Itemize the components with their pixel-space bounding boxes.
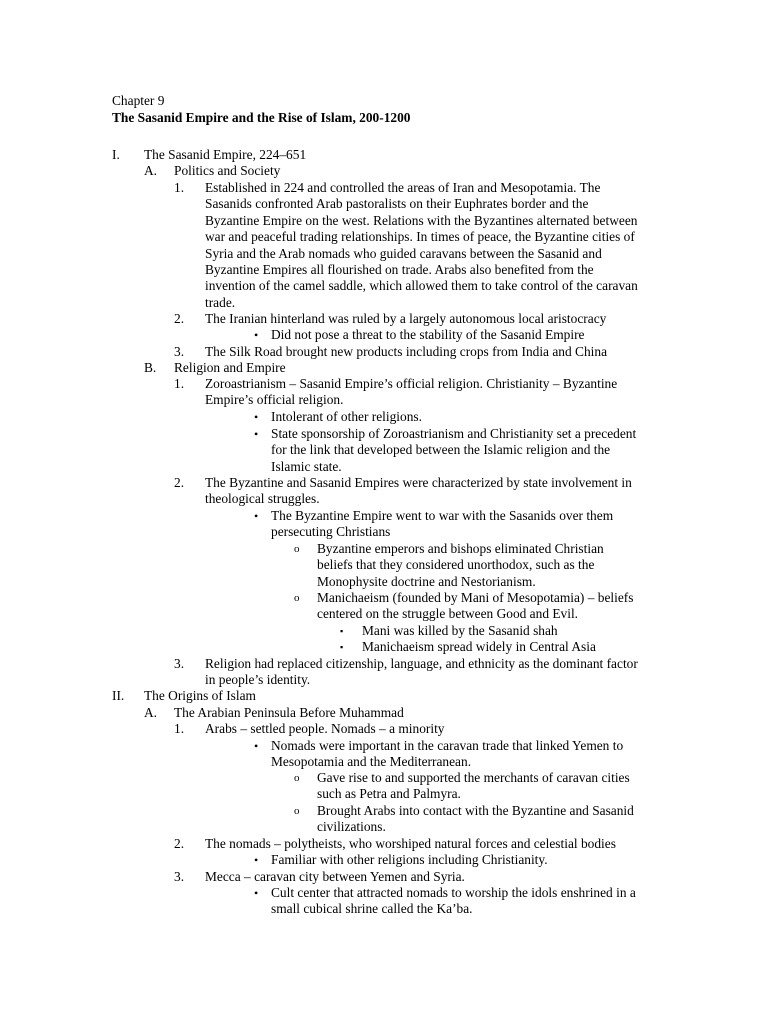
- outline-text-line: The Silk Road brought new products including crops from India and China: [205, 344, 608, 359]
- outline-marker: o: [294, 772, 300, 784]
- outline-text-line: such as Petra and Palmyra.: [317, 786, 461, 802]
- outline-text-line: Sasanids confronted Arab pastoralists on their Euphrates border and the: [205, 196, 589, 212]
- outline-text-line: Nomads were important in the caravan trade that linked Yemen to: [271, 738, 624, 753]
- outline-text-line: The Byzantine and Sasanid Empires were characterized by state involvement in: [205, 475, 632, 490]
- outline-marker: 2.: [174, 311, 185, 326]
- outline-text-line: Islamic state.: [271, 458, 342, 474]
- outline-marker: •: [254, 509, 259, 523]
- outline-marker: A.: [144, 163, 158, 178]
- outline-text-line: war and peaceful trading relationships. In times of peace, the Byzantine cities of: [205, 229, 635, 245]
- outline-marker: 1.: [174, 721, 185, 736]
- outline-text-line: theological struggles.: [205, 491, 320, 507]
- outline-marker: 2.: [174, 836, 185, 851]
- outline-marker: 3.: [174, 869, 185, 884]
- outline-text-line: Manichaeism (founded by Mani of Mesopotamia) – beliefs: [317, 590, 634, 605]
- outline-marker: 3.: [174, 344, 185, 359]
- outline-text-line: State sponsorship of Zoroastrianism and Christianity set a precedent: [271, 426, 637, 441]
- outline-marker: II.: [112, 688, 125, 703]
- outline-marker: I.: [112, 147, 120, 162]
- outline-marker: •: [254, 410, 259, 424]
- outline-text-line: trade.: [205, 294, 236, 310]
- outline-text-line: persecuting Christians: [271, 524, 391, 540]
- outline-text-line: The Arabian Peninsula Before Muhammad: [174, 705, 404, 720]
- outline-text-line: Religion had replaced citizenship, language, and ethnicity as the dominant factor: [205, 656, 638, 671]
- outline-marker: •: [254, 328, 259, 342]
- outline-text-line: in people’s identity.: [205, 672, 311, 688]
- outline-text-line: The Origins of Islam: [144, 688, 256, 703]
- outline-text-line: Brought Arabs into contact with the Byzantine and Sasanid: [317, 803, 634, 818]
- outline-text-line: Did not pose a threat to the stability of the Sasanid Empire: [271, 327, 585, 342]
- outline-text-line: The Sasanid Empire, 224–651: [144, 147, 307, 162]
- outline-text-line: Syria and the Arab nomads who guided caravans between the Sasanid and: [205, 245, 602, 261]
- outline-marker: •: [254, 739, 259, 753]
- outline-text-line: Byzantine emperors and bishops eliminated Christian: [317, 541, 604, 556]
- outline-text-line: Gave rise to and supported the merchants of caravan cities: [317, 770, 630, 785]
- outline-text-line: Familiar with other religions including Christianity.: [271, 852, 548, 867]
- outline-text-line: Established in 224 and controlled the areas of Iran and Mesopotamia. The: [205, 180, 601, 195]
- outline-text-line: Mecca – caravan city between Yemen and Syria.: [205, 869, 465, 884]
- outline-text-line: Mesopotamia and the Mediterranean.: [271, 754, 472, 770]
- outline-marker: 1.: [174, 180, 185, 195]
- outline-marker: 3.: [174, 656, 185, 671]
- outline-text-line: civilizations.: [317, 819, 386, 835]
- outline-marker: o: [294, 592, 300, 604]
- chapter-title: The Sasanid Empire and the Rise of Islam, 200-1200: [112, 110, 411, 125]
- outline-text-line: Monophysite doctrine and Nestorianism.: [317, 573, 536, 589]
- outline-text-line: beliefs that they considered unorthodox, such as the: [317, 557, 595, 573]
- outline-text-line: The Iranian hinterland was ruled by a largely autonomous local aristocracy: [205, 311, 607, 326]
- outline-marker: o: [294, 543, 300, 555]
- outline-marker: 1.: [174, 376, 185, 391]
- outline-text-line: Politics and Society: [174, 163, 281, 178]
- outline-text-line: Zoroastrianism – Sasanid Empire’s official religion. Christianity – Byzantine: [205, 376, 618, 391]
- outline-marker: ▪: [340, 642, 344, 652]
- outline-text-line: Byzantine Empires all flourished on trade. Arabs also benefited from the: [205, 262, 594, 277]
- outline-text-line: centered on the struggle between Good and Evil.: [317, 606, 579, 622]
- outline-marker: A.: [144, 705, 158, 720]
- outline-text-line: Empire’s official religion.: [205, 392, 344, 408]
- outline-text-line: for the link that developed between the Islamic religion and the: [271, 442, 611, 458]
- outline-text-line: invention of the camel saddle, which allowed them to take control of the caravan: [205, 278, 638, 294]
- outline-text-line: The Byzantine Empire went to war with the Sasanids over them: [271, 508, 614, 523]
- outline-marker: •: [254, 427, 259, 441]
- outline-marker: ▪: [340, 626, 344, 636]
- outline-text-line: small cubical shrine called the Ka’ba.: [271, 901, 473, 917]
- chapter-label: Chapter 9: [112, 93, 165, 108]
- outline-marker: •: [254, 853, 259, 867]
- outline-marker: 2.: [174, 475, 185, 490]
- outline-text-line: Intolerant of other religions.: [271, 409, 422, 424]
- outline-text-line: Arabs – settled people. Nomads – a minority: [205, 721, 445, 736]
- outline-text-line: Cult center that attracted nomads to worship the idols enshrined in a: [271, 885, 636, 900]
- outline-marker: •: [254, 886, 259, 900]
- outline-text-line: Byzantine Empire on the west. Relations with the Byzantines alternated between: [205, 212, 638, 228]
- outline-text-line: The nomads – polytheists, who worshiped natural forces and celestial bodies: [205, 836, 616, 851]
- outline-text-line: Religion and Empire: [174, 360, 286, 375]
- outline-marker: o: [294, 805, 300, 817]
- outline-text-line: Manichaeism spread widely in Central Asia: [362, 639, 596, 654]
- outline-marker: B.: [144, 360, 157, 375]
- outline-text-line: Mani was killed by the Sasanid shah: [362, 623, 558, 638]
